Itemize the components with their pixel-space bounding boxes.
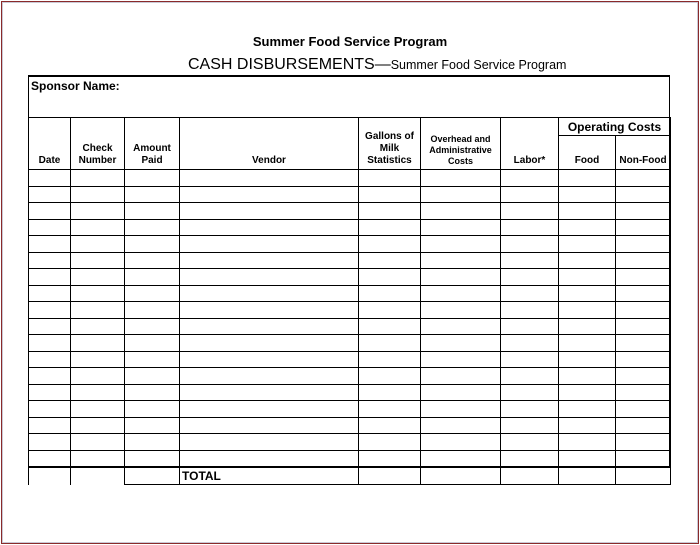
table-row: [29, 368, 671, 385]
table-row: [29, 351, 671, 368]
cell-labor[interactable]: [501, 434, 559, 451]
cell-overhead-admin[interactable]: [421, 203, 501, 220]
cell-labor[interactable]: [501, 401, 559, 418]
cell-overhead-admin[interactable]: [421, 219, 501, 236]
cell-check-number[interactable]: [71, 318, 125, 335]
cell-gallons-milk[interactable]: [359, 302, 421, 319]
cell-amount-paid[interactable]: [125, 318, 180, 335]
cell-check-number[interactable]: [71, 236, 125, 253]
disbursement-table: [28, 117, 671, 485]
cell-check-number[interactable]: [71, 269, 125, 286]
table-row: [29, 384, 671, 401]
cell-check-number[interactable]: [71, 252, 125, 269]
cell-labor[interactable]: [501, 170, 559, 187]
cell-non-food[interactable]: [616, 170, 671, 187]
cell-check-number[interactable]: [71, 450, 125, 467]
cell-vendor[interactable]: [180, 186, 359, 203]
cell-overhead-admin[interactable]: [421, 434, 501, 451]
cell-date[interactable]: [29, 335, 71, 352]
cell-overhead-admin[interactable]: [421, 285, 501, 302]
col-overhead-admin: Overhead and Administrative Costs: [421, 118, 501, 170]
cell-amount-paid[interactable]: [125, 203, 180, 220]
cell-amount-paid[interactable]: [125, 368, 180, 385]
cell-non-food[interactable]: [616, 203, 671, 220]
total-food-cell[interactable]: [559, 467, 616, 485]
cell-date[interactable]: [29, 368, 71, 385]
col-check-number: Check Number: [71, 118, 125, 170]
total-row: [29, 467, 671, 485]
cell-date[interactable]: [29, 318, 71, 335]
cell-food[interactable]: [559, 285, 616, 302]
cell-food[interactable]: [559, 252, 616, 269]
col-amount-paid: Amount Paid: [125, 118, 180, 170]
cell-gallons-milk[interactable]: [359, 417, 421, 434]
cell-check-number[interactable]: [71, 434, 125, 451]
table-row: [29, 302, 671, 319]
cell-overhead-admin[interactable]: [421, 401, 501, 418]
cell-vendor[interactable]: [180, 203, 359, 220]
cell-food[interactable]: [559, 186, 616, 203]
cell-vendor[interactable]: [180, 384, 359, 401]
cell-date[interactable]: [29, 285, 71, 302]
cell-labor[interactable]: [501, 269, 559, 286]
cell-labor[interactable]: [501, 219, 559, 236]
cell-labor[interactable]: [501, 384, 559, 401]
program-title: Summer Food Service Program: [252, 34, 448, 49]
cell-amount-paid[interactable]: [125, 170, 180, 187]
col-vendor: Vendor: [180, 118, 359, 170]
cell-vendor[interactable]: [180, 335, 359, 352]
cell-overhead-admin[interactable]: [421, 384, 501, 401]
cell-check-number[interactable]: [71, 417, 125, 434]
cell-vendor[interactable]: [180, 252, 359, 269]
cell-date[interactable]: [29, 384, 71, 401]
cell-non-food[interactable]: [616, 450, 671, 467]
cell-amount-paid[interactable]: [125, 335, 180, 352]
cell-food[interactable]: [559, 302, 616, 319]
cell-vendor[interactable]: [180, 434, 359, 451]
cell-gallons-milk[interactable]: [359, 236, 421, 253]
cell-labor[interactable]: [501, 351, 559, 368]
cell-gallons-milk[interactable]: [359, 351, 421, 368]
cell-check-number[interactable]: [71, 170, 125, 187]
cell-food[interactable]: [559, 417, 616, 434]
cell-non-food[interactable]: [616, 335, 671, 352]
cell-overhead-admin[interactable]: [421, 335, 501, 352]
table-row: [29, 269, 671, 286]
cell-non-food[interactable]: [616, 417, 671, 434]
cell-gallons-milk[interactable]: [359, 170, 421, 187]
cell-food[interactable]: [559, 384, 616, 401]
cell-amount-paid[interactable]: [125, 252, 180, 269]
cell-date[interactable]: [29, 252, 71, 269]
table-row: [29, 434, 671, 451]
cell-overhead-admin[interactable]: [421, 269, 501, 286]
cell-date[interactable]: [29, 351, 71, 368]
cell-gallons-milk[interactable]: [359, 384, 421, 401]
cell-amount-paid[interactable]: [125, 219, 180, 236]
form-title-main: CASH DISBURSEMENTS: [188, 56, 375, 73]
cell-amount-paid[interactable]: [125, 434, 180, 451]
cell-amount-paid[interactable]: [125, 302, 180, 319]
cell-gallons-milk[interactable]: [359, 450, 421, 467]
cell-gallons-milk[interactable]: [359, 318, 421, 335]
cell-amount-paid[interactable]: [125, 351, 180, 368]
cell-date[interactable]: [29, 186, 71, 203]
cell-overhead-admin[interactable]: [421, 417, 501, 434]
cell-amount-paid[interactable]: [125, 186, 180, 203]
table-body: [29, 170, 671, 468]
cell-labor[interactable]: [501, 186, 559, 203]
cell-gallons-milk[interactable]: [359, 401, 421, 418]
cell-overhead-admin[interactable]: [421, 450, 501, 467]
disbursement-form: [28, 76, 670, 483]
cell-vendor[interactable]: [180, 219, 359, 236]
cell-date[interactable]: [29, 302, 71, 319]
cell-date[interactable]: [29, 434, 71, 451]
cell-vendor[interactable]: [180, 417, 359, 434]
cell-non-food[interactable]: [616, 318, 671, 335]
cell-date[interactable]: [29, 417, 71, 434]
table-row: [29, 203, 671, 220]
cell-food[interactable]: [559, 335, 616, 352]
col-gallons-milk: Gallons of Milk Statistics: [359, 118, 421, 170]
cell-date[interactable]: [29, 219, 71, 236]
cell-labor[interactable]: [501, 368, 559, 385]
cell-food[interactable]: [559, 368, 616, 385]
table-row: [29, 401, 671, 418]
cell-vendor[interactable]: [180, 285, 359, 302]
total-gallons-cell[interactable]: [359, 467, 421, 485]
table-row: [29, 450, 671, 467]
cell-date[interactable]: [29, 236, 71, 253]
total-amount-cell[interactable]: [125, 467, 180, 485]
cell-labor[interactable]: [501, 318, 559, 335]
total-overhead-cell[interactable]: [421, 467, 501, 485]
cell-check-number[interactable]: [71, 368, 125, 385]
total-label: TOTAL: [180, 467, 359, 485]
cell-check-number[interactable]: [71, 302, 125, 319]
cell-vendor[interactable]: [180, 351, 359, 368]
table-row: [29, 318, 671, 335]
form-title-dash: —: [374, 56, 391, 73]
cell-non-food[interactable]: [616, 401, 671, 418]
cell-gallons-milk[interactable]: [359, 269, 421, 286]
cell-check-number[interactable]: [71, 384, 125, 401]
cell-gallons-milk[interactable]: [359, 186, 421, 203]
table-row: [29, 285, 671, 302]
cell-food[interactable]: [559, 434, 616, 451]
cell-non-food[interactable]: [616, 384, 671, 401]
table-row: [29, 252, 671, 269]
total-check-cell[interactable]: [71, 467, 125, 485]
col-labor: Labor*: [501, 118, 559, 170]
cell-gallons-milk[interactable]: [359, 434, 421, 451]
cell-food[interactable]: [559, 219, 616, 236]
cell-food[interactable]: [559, 401, 616, 418]
sponsor-name-label: Sponsor Name:: [31, 79, 120, 93]
cell-overhead-admin[interactable]: [421, 252, 501, 269]
cell-gallons-milk[interactable]: [359, 285, 421, 302]
cell-labor[interactable]: [501, 203, 559, 220]
col-food: Food: [559, 136, 616, 170]
cell-labor[interactable]: [501, 302, 559, 319]
cell-check-number[interactable]: [71, 335, 125, 352]
cell-overhead-admin[interactable]: [421, 351, 501, 368]
cell-check-number[interactable]: [71, 351, 125, 368]
total-non-food-cell[interactable]: [616, 467, 671, 485]
cell-non-food[interactable]: [616, 186, 671, 203]
table-row: [29, 170, 671, 187]
cell-non-food[interactable]: [616, 219, 671, 236]
table-row: [29, 219, 671, 236]
cell-non-food[interactable]: [616, 285, 671, 302]
cell-food[interactable]: [559, 269, 616, 286]
cell-non-food[interactable]: [616, 368, 671, 385]
cell-vendor[interactable]: [180, 401, 359, 418]
cell-labor[interactable]: [501, 417, 559, 434]
cell-amount-paid[interactable]: [125, 450, 180, 467]
cell-vendor[interactable]: [180, 269, 359, 286]
table-row: [29, 236, 671, 253]
cell-vendor[interactable]: [180, 170, 359, 187]
cell-non-food[interactable]: [616, 252, 671, 269]
cell-labor[interactable]: [501, 236, 559, 253]
cell-check-number[interactable]: [71, 219, 125, 236]
total-labor-cell[interactable]: [501, 467, 559, 485]
cell-labor[interactable]: [501, 335, 559, 352]
cell-non-food[interactable]: [616, 434, 671, 451]
cell-gallons-milk[interactable]: [359, 252, 421, 269]
cell-food[interactable]: [559, 236, 616, 253]
cell-food[interactable]: [559, 351, 616, 368]
cell-vendor[interactable]: [180, 450, 359, 467]
cell-date[interactable]: [29, 450, 71, 467]
cell-amount-paid[interactable]: [125, 269, 180, 286]
cell-food[interactable]: [559, 318, 616, 335]
cell-labor[interactable]: [501, 285, 559, 302]
cell-vendor[interactable]: [180, 236, 359, 253]
cell-overhead-admin[interactable]: [421, 368, 501, 385]
cell-overhead-admin[interactable]: [421, 186, 501, 203]
cell-gallons-milk[interactable]: [359, 219, 421, 236]
table-row: [29, 186, 671, 203]
cell-date[interactable]: [29, 170, 71, 187]
cell-date[interactable]: [29, 401, 71, 418]
col-date: Date: [29, 118, 71, 170]
cell-labor[interactable]: [501, 450, 559, 467]
cell-non-food[interactable]: [616, 269, 671, 286]
cell-gallons-milk[interactable]: [359, 368, 421, 385]
cell-vendor[interactable]: [180, 318, 359, 335]
cell-check-number[interactable]: [71, 401, 125, 418]
cell-non-food[interactable]: [616, 236, 671, 253]
cell-amount-paid[interactable]: [125, 236, 180, 253]
cell-overhead-admin[interactable]: [421, 302, 501, 319]
cell-food[interactable]: [559, 170, 616, 187]
form-subtitle: Summer Food Service Program: [390, 58, 567, 72]
cell-amount-paid[interactable]: [125, 384, 180, 401]
cell-check-number[interactable]: [71, 285, 125, 302]
cell-non-food[interactable]: [616, 351, 671, 368]
table-row: [29, 335, 671, 352]
header-row-top: [29, 118, 671, 136]
cell-overhead-admin[interactable]: [421, 318, 501, 335]
cell-check-number[interactable]: [71, 186, 125, 203]
cell-gallons-milk[interactable]: [359, 335, 421, 352]
cell-date[interactable]: [29, 203, 71, 220]
cell-vendor[interactable]: [180, 368, 359, 385]
cell-date[interactable]: [29, 269, 71, 286]
col-non-food: Non-Food: [616, 136, 671, 170]
cell-food[interactable]: [559, 450, 616, 467]
table-row: [29, 417, 671, 434]
cell-overhead-admin[interactable]: [421, 170, 501, 187]
cell-gallons-milk[interactable]: [359, 203, 421, 220]
cell-amount-paid[interactable]: [125, 401, 180, 418]
form-title: [188, 56, 566, 74]
cell-labor[interactable]: [501, 252, 559, 269]
cell-check-number[interactable]: [71, 203, 125, 220]
total-date-cell[interactable]: [29, 467, 71, 485]
cell-amount-paid[interactable]: [125, 417, 180, 434]
cell-food[interactable]: [559, 203, 616, 220]
cell-overhead-admin[interactable]: [421, 236, 501, 253]
col-group-operating-costs: Operating Costs: [559, 118, 671, 136]
cell-vendor[interactable]: [180, 302, 359, 319]
cell-amount-paid[interactable]: [125, 285, 180, 302]
cell-non-food[interactable]: [616, 302, 671, 319]
